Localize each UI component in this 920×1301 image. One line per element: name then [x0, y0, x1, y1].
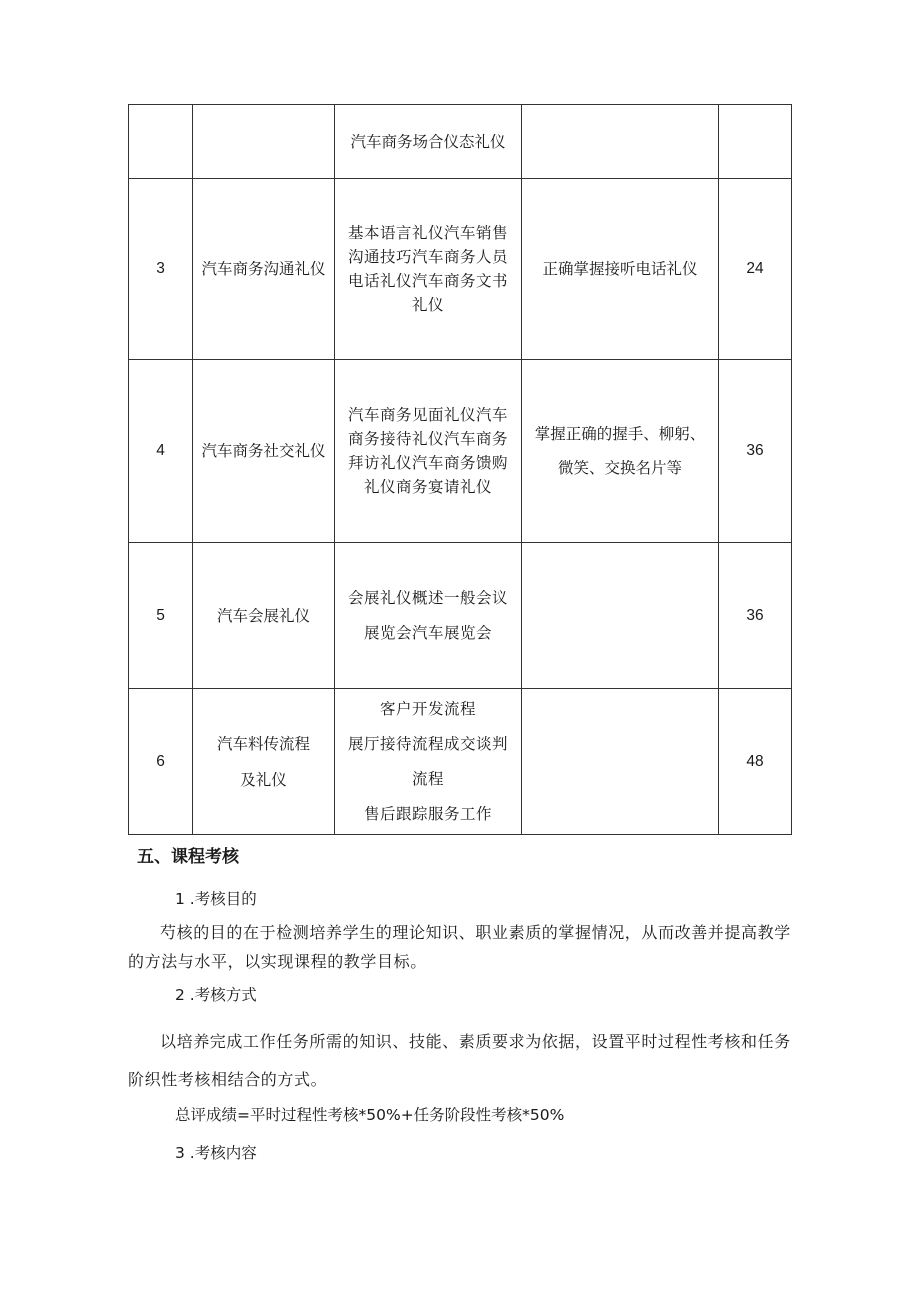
- content-line: 展览会汽车展览会: [363, 623, 492, 642]
- content-line: 基本语言礼仪汽车销售: [347, 224, 508, 242]
- content-line: 礼仪商务宴请礼仪: [363, 478, 492, 496]
- table-row: [129, 689, 792, 835]
- module-cell: [193, 179, 335, 360]
- requirement-line: 掌握正确的握手、柳躬、: [534, 425, 706, 443]
- hours-cell: 48: [719, 689, 792, 835]
- module-line: 汽车商务社交礼仪: [201, 442, 326, 460]
- assessment-method-paragraph: 以培养完成工作任务所需的知识、技能、素质要求为依据，设置平时过程性考核和任务阶织性考核相结合的方式。: [128, 1032, 791, 1089]
- module-cell: [193, 689, 335, 835]
- content-cell: [335, 689, 522, 835]
- requirement-cell: [522, 179, 719, 360]
- section-heading: 五、课程考核: [137, 847, 239, 867]
- module-cell: [193, 105, 335, 179]
- content-line: 电话礼仪汽车商务文书: [347, 272, 508, 290]
- table-row: [129, 105, 792, 179]
- module-line: 汽车会展礼仪: [216, 606, 310, 625]
- content-cell: [335, 105, 522, 179]
- requirement-cell: [522, 543, 719, 689]
- content-line: 展厅接待流程成交谈判: [347, 734, 508, 753]
- assessment-purpose-paragraph: 芍核的目的在于检测培养学生的理论知识、职业素质的掌握情况，从而改善并提高教学的方法与水平，以实现课程的教学目标。: [128, 923, 791, 971]
- assessment-purpose-heading: 1 .考核目的: [175, 890, 257, 908]
- table-row: [129, 543, 792, 689]
- content-line: 流程: [411, 769, 444, 788]
- requirement-cell: [522, 689, 719, 835]
- hours-cell: [719, 105, 792, 179]
- content-line: 客户开发流程: [379, 699, 476, 718]
- requirement-line: 正确掌握接听电话礼仪: [542, 260, 698, 278]
- module-line: 及礼仪: [240, 770, 287, 789]
- module-cell: [193, 360, 335, 543]
- content-line: 商务接待礼仪汽车商务: [347, 430, 508, 448]
- row-number: 3: [129, 179, 193, 360]
- module-line: 汽车料传流程: [216, 734, 310, 753]
- assessment-method-heading: 2 .考核方式: [175, 986, 257, 1004]
- table-row: [129, 360, 792, 543]
- module-cell: [193, 543, 335, 689]
- content-line: 会展礼仪概述一般会议: [347, 588, 508, 607]
- content-cell: [335, 179, 522, 360]
- content-line: 拜访礼仪汽车商务馈购: [347, 454, 508, 472]
- module-line: 汽车商务沟通礼仪: [201, 260, 326, 278]
- hours-cell: 24: [719, 179, 792, 360]
- table-row: [129, 179, 792, 360]
- hours-cell: 36: [719, 360, 792, 543]
- course-table: [128, 104, 792, 835]
- requirement-line: 微笑、交换名片等: [557, 459, 682, 477]
- row-number: [129, 105, 193, 179]
- grade-formula: 总评成绩=平时过程性考核*50%+任务阶段性考核*50%: [175, 1106, 565, 1124]
- hours-cell: 36: [719, 543, 792, 689]
- content-cell: [335, 360, 522, 543]
- content-line: 售后跟踪服务工作: [363, 804, 492, 823]
- requirement-cell: [522, 105, 719, 179]
- row-number: 5: [129, 543, 193, 689]
- requirement-cell: [522, 360, 719, 543]
- row-number: 4: [129, 360, 193, 543]
- content-line: 汽车商务见面礼仪汽车: [347, 406, 508, 424]
- content-line: 沟通技巧汽车商务人员: [347, 248, 508, 266]
- content-line: 礼仪: [411, 296, 444, 314]
- row-number: 6: [129, 689, 193, 835]
- content-line: 汽车商务场合仪态礼仪: [350, 132, 506, 151]
- content-cell: [335, 543, 522, 689]
- assessment-content-heading: 3 .考核内容: [175, 1144, 257, 1162]
